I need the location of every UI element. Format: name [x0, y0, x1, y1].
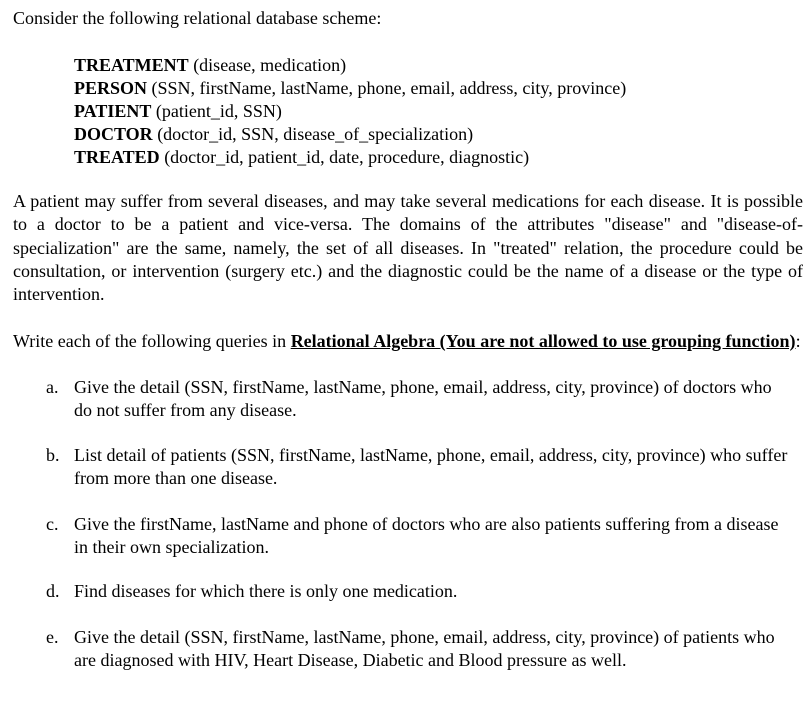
- instructions-emphasis: Relational Algebra (You are not allowed to use grouping function): [290, 331, 796, 351]
- query-letter: b.: [46, 445, 60, 465]
- query-letter: c.: [46, 514, 59, 534]
- description-paragraph: A patient may suffer from several diseases, and may take several medications for each disease. It is possible to a doctor to be a patient and vice-versa. The domains of the attributes "disease" and "disease-of-specialization" are the same, namely, the set of all diseases. In "treated" relation, the procedure could be consultation, or intervention (surgery etc.) and the diagnostic could be the name of a disease or the type of intervention.: [13, 191, 803, 305]
- instructions-text: [13, 330, 803, 353]
- schema-relation-person: [74, 77, 626, 100]
- query-text: Give the firstName, lastName and phone of doctors who are also patients suffering from a disease in their own specialization.: [74, 514, 779, 557]
- relation-name: TREATMENT: [74, 55, 189, 75]
- relation-attributes: (patient_id, SSN): [151, 101, 282, 121]
- relation-attributes: (doctor_id, patient_id, date, procedure, diagnostic): [159, 147, 530, 167]
- schema-relation-doctor: [74, 123, 626, 146]
- relation-name: PATIENT: [74, 101, 152, 121]
- intro-text: Consider the following relational database scheme:: [13, 8, 382, 28]
- relation-name: PERSON: [74, 78, 148, 98]
- query-letter: e.: [46, 627, 59, 647]
- query-text: Find diseases for which there is only one medication.: [74, 581, 458, 601]
- query-text: List detail of patients (SSN, firstName, lastName, phone, email, address, city, province) who suffer from more than one disease.: [74, 445, 788, 488]
- instructions-prefix: Write each of the following queries in: [13, 331, 291, 351]
- instructions-suffix: :: [795, 331, 801, 351]
- relation-attributes: (disease, medication): [188, 55, 347, 75]
- query-text: Give the detail (SSN, firstName, lastName, phone, email, address, city, province) of doctors who do not suffer from any disease.: [74, 377, 772, 420]
- schema-relation-treated: [74, 146, 626, 169]
- relation-attributes: (SSN, firstName, lastName, phone, email, address, city, province): [147, 78, 627, 98]
- relation-name: DOCTOR: [74, 124, 153, 144]
- query-letter: d.: [46, 581, 60, 601]
- schema-relation-patient: [74, 100, 626, 123]
- relation-name: TREATED: [74, 147, 160, 167]
- schema-list: [74, 54, 626, 169]
- query-letter: a.: [46, 377, 59, 397]
- relation-attributes: (doctor_id, SSN, disease_of_specialization): [152, 124, 474, 144]
- schema-relation-treatment: [74, 54, 626, 77]
- query-text: Give the detail (SSN, firstName, lastName, phone, email, address, city, province) of patients who are diagnosed with HIV, Heart Disease, Diabetic and Blood pressure as well.: [74, 627, 775, 670]
